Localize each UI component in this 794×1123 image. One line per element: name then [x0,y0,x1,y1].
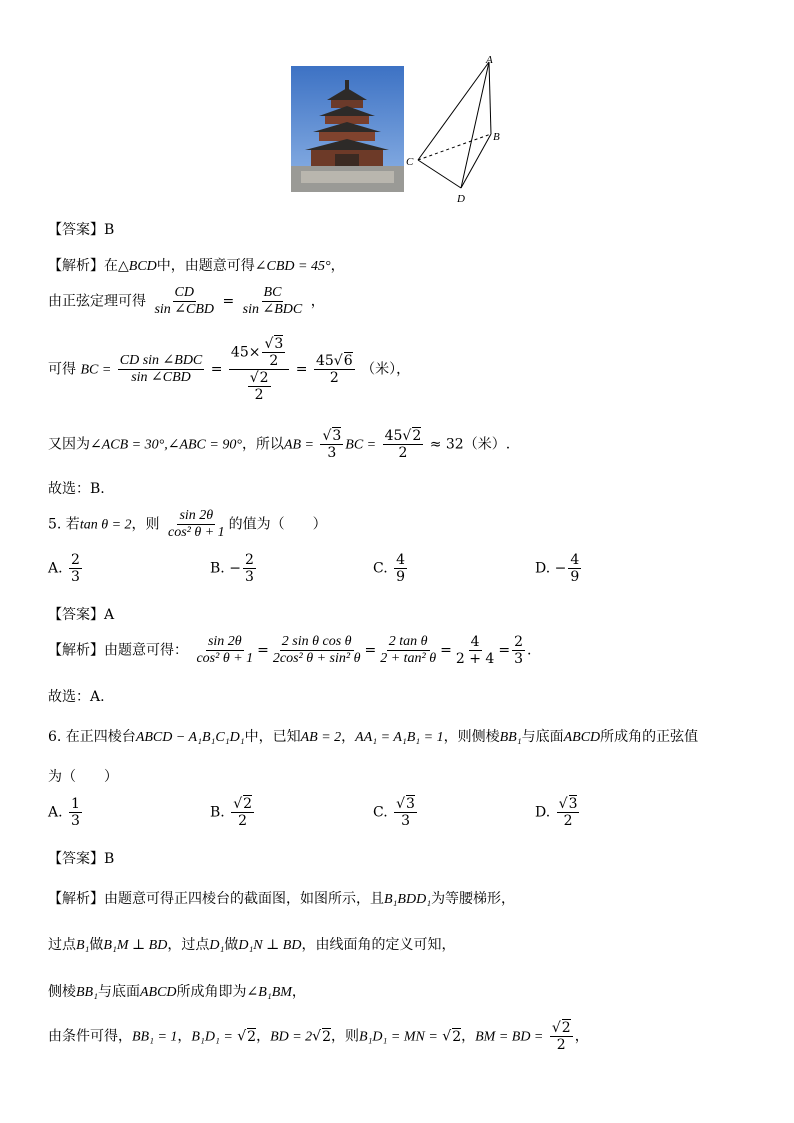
math: BC = [345,437,377,453]
math: △BCD [118,259,157,274]
text: ， [310,293,325,310]
fraction [69,796,82,829]
math: AB = [283,437,314,453]
den: 3 [327,445,337,462]
fraction [231,796,254,829]
den: 3 [71,569,80,586]
text: 所成角的正弦值 [600,729,699,745]
num: CD sin ∠BDC [118,353,205,370]
math: D₁ [209,938,225,953]
sqrt: 3 [332,428,342,444]
fraction [241,285,305,318]
den: cos² θ + 1 [196,651,254,667]
text: ，过点 [167,937,210,953]
letter: A. [48,804,63,821]
math: BB₁ = 1 [132,1029,178,1045]
num: BC [262,285,284,302]
text: 45× [230,344,261,361]
text: 45 [315,353,334,370]
text: ，则侧棱 [443,729,500,745]
fraction [243,552,256,585]
math: BC = [80,362,112,378]
letter: D. [535,560,551,577]
den: 2 [398,445,408,462]
num: √2 [551,1020,571,1036]
sign: − [554,560,567,577]
q6-stem-line1 [48,726,698,746]
text: （米）， [361,361,411,378]
q5-option-a [48,552,84,585]
fraction [118,353,205,386]
text: ， [574,1028,589,1045]
den: 2 [238,813,248,830]
q6-analysis-line3 [48,981,306,1001]
fraction [394,552,407,585]
num: sin 2θ [206,634,244,651]
q5-choice: 故选：A. [48,689,105,705]
letter: C. [373,804,388,821]
num: √2 [233,796,253,812]
text: 在 [104,258,118,274]
sqrt: 2 [452,1028,462,1045]
label-b: B [493,131,500,143]
text: 可得 [48,361,76,378]
letter: B. [210,560,225,577]
text: 侧棱 [48,984,76,1000]
math: AB = 2 [300,730,342,745]
text: 由条件可得， [48,1028,132,1045]
letter: D. [535,804,551,821]
text: ， [461,1028,476,1045]
q4-line2 [48,285,325,318]
text: 由题意可得正四棱台的截面图，如图所示，且 [104,891,384,907]
text: ，由线面角的定义可知， [301,937,456,953]
math: AA₁ = A₁B₁ = 1 [355,730,444,745]
math: D₁N ⊥ BD [238,938,302,953]
num: 2 tan θ [387,634,430,651]
math: BB₁ [499,730,522,745]
fraction [454,634,496,667]
den: 2 [563,813,573,830]
pavilion-photo [291,66,404,192]
fraction [568,552,581,585]
fraction [166,508,227,541]
text: 所成角即为 [176,984,247,1000]
text: 45 [384,428,403,444]
q4-choice: 故选：B. [48,481,105,497]
math: ≈ 32 [429,436,464,453]
label-d: D [457,193,465,205]
text: ， [256,1028,271,1045]
math: ∠B₁BM [246,985,292,1000]
q4-line3: 可得 BC = $\frac{\text{CD sin ∠BDC}}{\text{sin ∠CBD}}$ = 45× $\frac{√3}{2}$ $\frac{√2}{2}$ = $\frac{45√6}{2}$ （米）， [48,336,411,404]
den: 9 [396,569,406,586]
text: 做 [89,937,104,953]
fraction [557,796,580,829]
num: 45√6 [315,353,353,370]
den: cos² θ + 1 [167,525,225,541]
math: BB₁ [76,985,98,1000]
num: √3 [396,796,415,812]
letter: C. [373,560,388,577]
math: ∠ACB = 30°,∠ABC = 90° [90,437,242,453]
den: 3 [401,813,410,830]
math: B₁BDD₁ [384,892,432,907]
q5-option-d [535,552,583,585]
math: B₁D₁ = [191,1029,233,1045]
text: 中，由题意可得 [156,258,255,274]
analysis-label: 【解析】 [48,891,104,907]
sqrt: 2 [561,1020,571,1036]
q6-stem-line2: 为（ ） [48,769,118,785]
fraction [262,336,285,369]
letter: A. [48,560,63,577]
sqrt: 3 [274,336,284,352]
text: 与底面 [97,984,140,1000]
analysis-label: 【解析】 [48,642,104,659]
q6-option-b [210,796,256,829]
q6-analysis-line2 [48,934,455,954]
q4-answer: 【答案】B [48,222,115,238]
q5-stem [48,508,327,541]
sqrt: 2 [243,796,253,812]
fraction [69,552,82,585]
q5-answer: 【答案】A [48,607,115,623]
math: tan θ = 2 [79,517,132,533]
num: 4 [570,552,580,568]
fraction [271,634,363,667]
den: 2 + tan² θ [380,651,437,667]
den: 3 [244,569,254,586]
den: sin ∠BDC [242,302,303,318]
den: 2 [329,370,339,387]
label-c: C [406,156,414,168]
fraction [248,370,271,403]
q5-option-b [210,552,258,585]
fraction [152,285,216,318]
text: ， [177,1028,192,1045]
num: √3 [264,336,284,352]
num: 2 [71,552,80,568]
fraction [512,634,525,667]
text: 5. 若 [48,516,80,533]
text: ， [341,729,356,745]
text: ，则 [331,1028,360,1045]
den: sin ∠CBD [131,370,191,386]
fraction [394,796,417,829]
sign: − [229,560,241,577]
text: 中，已知 [244,729,301,745]
num: CD [173,285,196,302]
tetrahedron-figure [400,50,510,210]
q6-analysis-line1 [48,888,515,908]
num: 4 [470,634,480,650]
text: 由正弦定理可得 [48,293,146,310]
text: 6. 在正四棱台 [48,729,136,745]
sqrt: 3 [568,796,578,812]
fraction [378,634,438,667]
num: 45√2 [384,428,422,444]
text: ， [291,984,306,1000]
math: ∠CBD = 45° [254,259,331,274]
q6-option-a [48,796,84,829]
math: BD = 2 [270,1029,313,1045]
sqrt: 2 [259,370,269,387]
num: √3 [322,428,342,444]
math: BM = BD = [475,1029,544,1045]
q4-line1 [48,255,345,275]
den: 3 [71,813,80,830]
math: B₁M ⊥ BD [103,938,168,953]
analysis-label: 【解析】 [48,258,104,274]
num: 2 [244,552,254,568]
text: = [222,293,235,310]
sqrt: 3 [406,796,415,812]
math: B₁D₁ = MN = [359,1029,438,1045]
q5-analysis: 【解析】由题意可得： $\frac{\sin 2\theta}{\text{cos² θ + 1}}$ = $\frac{\text{2 sin θ cos θ}}{\text{2cos² θ + sin² θ}}$ = $\frac{\text{2 tan θ}}{\text{2 + tan² θ}}$ = $\frac{4}{2 + 4}$ = $\frac{2}{3}$ . [48,634,532,668]
den: 2 [269,353,279,370]
den: sin ∠CBD [154,302,215,318]
num: √2 [249,370,269,387]
q4-line4 [48,428,510,461]
fraction [320,428,343,461]
den: 2 + 4 [455,651,495,668]
den: 2 [556,1037,566,1054]
text: 与底面 [521,729,564,745]
math: ABCD [563,730,601,745]
text: （米）. [463,436,511,453]
den: 3 [514,651,523,668]
fraction [383,428,424,461]
label-a: A [486,54,493,66]
fraction [314,353,355,386]
text: ， [330,258,345,274]
text: 的值为（ ） [228,516,327,533]
sqrt: 2 [322,1028,332,1045]
q6-option-d [535,796,581,829]
q6-analysis-line4: 由条件可得，BB₁ = 1，B₁D₁ = √2，BD = 2√2，则B₁D₁ = MN = √2，BM = BD = $\frac{√2}{2}$ ， [48,1020,589,1054]
q6-answer: 【答案】B [48,851,115,867]
text: 又因为 [48,436,90,453]
text: 由题意可得： [104,642,188,659]
sqrt: 6 [343,353,353,370]
letter: B. [210,804,225,821]
fraction [194,634,255,667]
num: sin 2θ [177,508,215,525]
math: ABCD [139,985,177,1000]
sqrt: 2 [412,428,422,444]
num [229,336,289,370]
num: 2 [514,634,523,650]
q6-option-c [373,796,419,829]
fraction [550,1020,573,1053]
num: 1 [71,796,80,812]
text: 为等腰梯形， [431,891,516,907]
num: 2 sin θ cos θ [280,634,354,651]
math: B₁ [76,938,90,953]
text: 做 [224,937,239,953]
q5-option-c [373,552,409,585]
text: ，所以 [241,436,284,453]
num: √3 [558,796,578,812]
den: 2cos² θ + sin² θ [272,651,361,667]
den: 9 [570,569,580,586]
den: 2 [254,387,264,404]
fraction [229,336,289,403]
den [244,370,275,403]
text: 过点 [48,937,76,953]
math: ABCD − A₁B₁C₁D₁ [135,730,245,745]
num: 4 [396,552,406,568]
text: ，则 [131,516,160,533]
sqrt: 2 [247,1028,257,1045]
